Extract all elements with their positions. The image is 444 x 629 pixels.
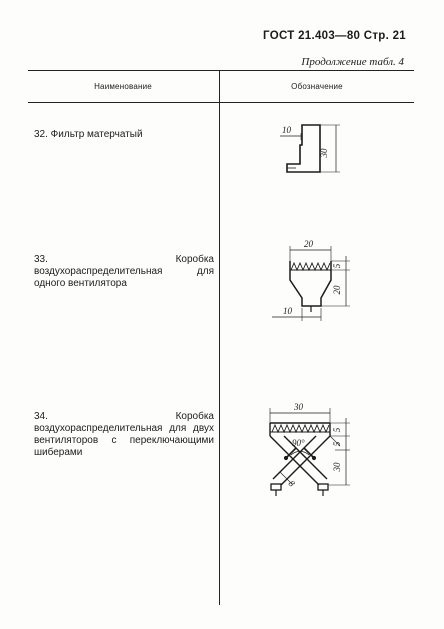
dim-diag-label: 8 [286, 478, 297, 489]
dim-width-label: 10 [282, 125, 291, 135]
row-34-name: 34. Коробка воздухораспределительная для двух вентиляторов с переключающими шиберами [34, 411, 214, 458]
dim-teeth-label: 5 [332, 263, 342, 269]
dual-fan-box-symbol [270, 408, 350, 496]
dim-top-label: 20 [304, 239, 313, 249]
dim-bottom-label: 10 [283, 306, 292, 316]
table-continuation-label: Продолжение табл. 4 [301, 56, 404, 68]
dim-height-label: 20 [332, 285, 342, 295]
row-32-name: 32. Фильтр матерчатый [34, 129, 143, 140]
column-header-name: Наименование [94, 82, 152, 91]
angle-label: 90° [292, 438, 305, 448]
row-33-name: 33. Коробка воздухораспределительная для одного вентилятора [34, 254, 214, 289]
dim-teeth-label: 5 [332, 427, 342, 433]
dim-height-label: 30 [319, 148, 329, 158]
dim-top-label: 30 [294, 402, 303, 412]
dim-mid-label: 5 [332, 441, 342, 447]
page-header-code: ГОСТ 21.403—80 Стр. 21 [263, 30, 406, 42]
column-header-symbol: Обозначение [291, 82, 343, 91]
dim-height-label: 30 [332, 462, 342, 472]
